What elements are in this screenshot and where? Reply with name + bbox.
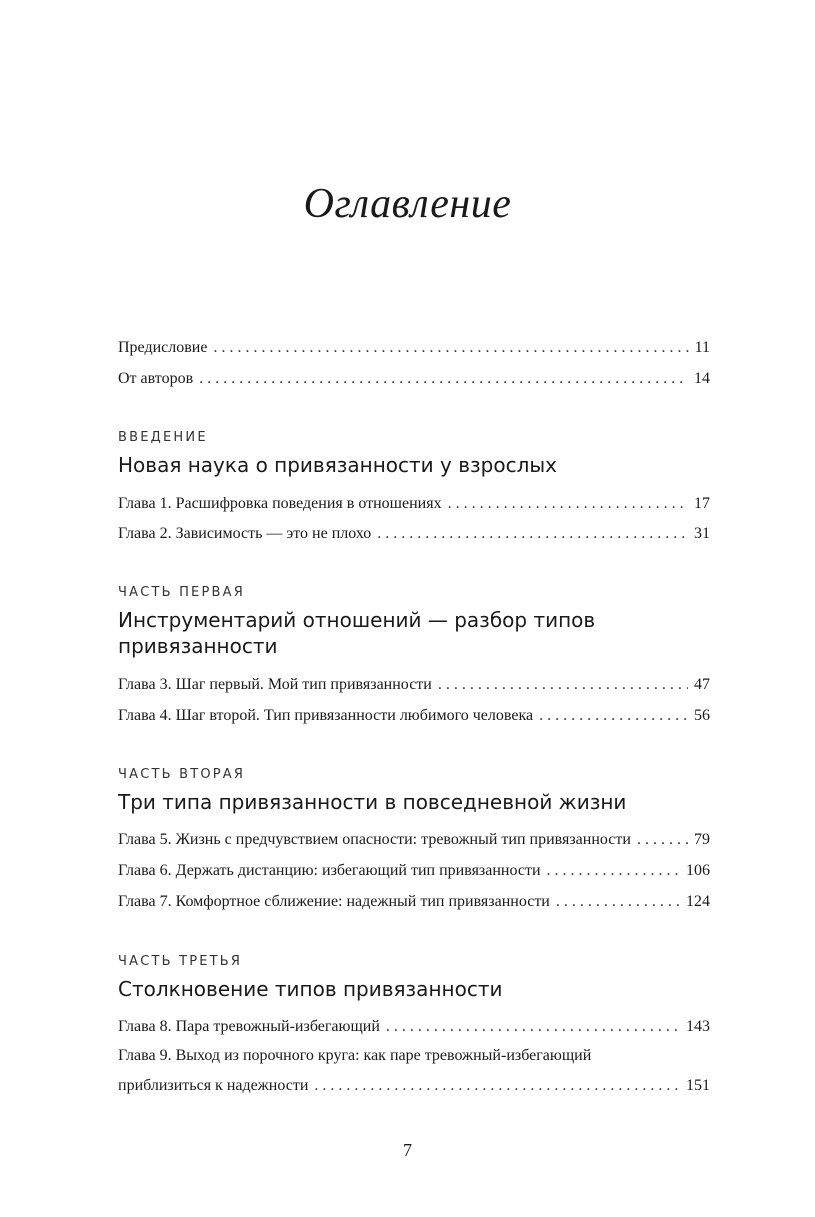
toc-page-number: 56 bbox=[694, 707, 710, 724]
toc-entry-label-line: Глава 9. Выход из порочного круга: как паре тревожный-избегающий bbox=[118, 1047, 592, 1064]
toc-entry-chapter-7[interactable] bbox=[118, 892, 710, 912]
toc-entry-label: Глава 8. Пара тревожный-избегающий bbox=[118, 1018, 380, 1035]
dot-leader bbox=[637, 830, 688, 850]
toc-entry-preface[interactable] bbox=[118, 338, 710, 358]
dot-leader bbox=[448, 494, 688, 514]
dot-leader bbox=[438, 675, 688, 695]
toc-page-number: 124 bbox=[686, 893, 710, 910]
section-heading bbox=[118, 607, 718, 659]
toc-page-number: 79 bbox=[694, 831, 710, 848]
section-heading-line: привязанности bbox=[118, 634, 278, 658]
toc-entry-label: От авторов bbox=[118, 370, 194, 387]
toc-entry-chapter-2[interactable] bbox=[118, 524, 710, 544]
toc-entry-line2 bbox=[118, 1076, 710, 1096]
section-heading: Новая наука о привязанности у взрослых bbox=[118, 453, 557, 477]
section-kicker: ЧАСТЬ ПЕРВАЯ bbox=[118, 585, 245, 600]
dot-leader bbox=[556, 892, 680, 912]
dot-leader bbox=[377, 524, 688, 544]
toc-entry-label: Глава 6. Держать дистанцию: избегающий тип привязанности bbox=[118, 862, 541, 879]
toc-page-number: 17 bbox=[694, 495, 710, 512]
dot-leader bbox=[539, 706, 688, 726]
toc-page-number: 151 bbox=[686, 1077, 710, 1094]
section-heading: Столкновение типов привязанности bbox=[118, 977, 503, 1001]
toc-page-number: 14 bbox=[694, 370, 710, 387]
section-heading: Три типа привязанности в повседневной жизни bbox=[118, 790, 627, 814]
toc-entry-label: Глава 7. Комфортное сближение: надежный тип привязанности bbox=[118, 893, 550, 910]
toc-entry-chapter-1[interactable] bbox=[118, 494, 710, 514]
toc-entry-label: Глава 5. Жизнь с предчувствием опасности: тревожный тип привязанности bbox=[118, 831, 631, 848]
toc-entry-label: Глава 4. Шаг второй. Тип привязанности любимого человека bbox=[118, 707, 534, 724]
toc-entry-label: Предисловие bbox=[118, 339, 208, 356]
section-kicker: ЧАСТЬ ВТОРАЯ bbox=[118, 767, 246, 782]
toc-page-number: 143 bbox=[686, 1018, 710, 1035]
toc-page-number: 106 bbox=[686, 862, 710, 879]
toc-entry-chapter-3[interactable] bbox=[118, 675, 710, 695]
toc-entry-chapter-5[interactable] bbox=[118, 830, 710, 850]
dot-leader bbox=[547, 861, 680, 881]
section-heading-line: Инструментарий отношений — разбор типов bbox=[118, 608, 596, 632]
toc-entry-label: приблизиться к надежности bbox=[118, 1077, 309, 1094]
section-kicker: ЧАСТЬ ТРЕТЬЯ bbox=[118, 954, 243, 969]
toc-page-number: 31 bbox=[694, 525, 710, 542]
page-title: Оглавление bbox=[303, 181, 512, 227]
toc-entry-chapter-8[interactable] bbox=[118, 1017, 710, 1037]
dot-leader bbox=[314, 1076, 680, 1096]
toc-entry-label: Глава 1. Расшифровка поведения в отношениях bbox=[118, 495, 442, 512]
dot-leader bbox=[213, 338, 688, 358]
toc-entry-label: Глава 3. Шаг первый. Мой тип привязанности bbox=[118, 676, 432, 693]
toc-page-number: 11 bbox=[694, 339, 710, 356]
toc-entry-from-authors[interactable] bbox=[118, 369, 710, 389]
toc-entry-chapter-9[interactable] bbox=[118, 1046, 710, 1096]
toc-entry-chapter-4[interactable] bbox=[118, 706, 710, 726]
section-kicker: ВВЕДЕНИЕ bbox=[118, 430, 208, 445]
toc-page-number: 47 bbox=[694, 676, 710, 693]
toc-entry-chapter-6[interactable] bbox=[118, 861, 710, 881]
toc-entry-label: Глава 2. Зависимость — это не плохо bbox=[118, 525, 372, 542]
page-number-folio: 7 bbox=[403, 1140, 412, 1160]
dot-leader bbox=[199, 369, 688, 389]
dot-leader bbox=[386, 1017, 680, 1037]
